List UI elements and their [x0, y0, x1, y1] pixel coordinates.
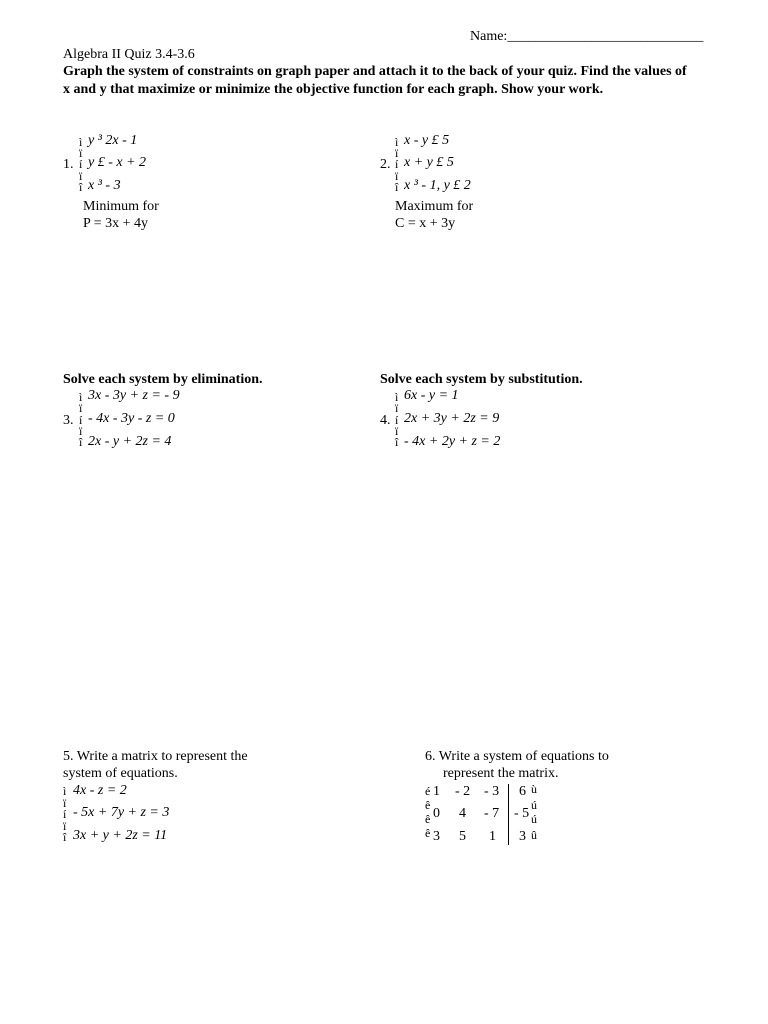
section-elimination-heading: Solve each system by elimination.	[63, 372, 263, 387]
matrix-cell: - 2	[455, 784, 471, 799]
inequality-2: x + y £ 5	[404, 155, 454, 170]
bracket-mid: ï	[79, 169, 83, 183]
matrix-cell: 1	[489, 829, 496, 844]
matrix-cell: 3	[433, 829, 440, 844]
problem-5-prompt-cont: system of equations.	[63, 766, 178, 781]
matrix-cell: 0	[433, 806, 440, 821]
inequality-1: y ³ 2x - 1	[88, 133, 138, 148]
matrix-cell: 4	[459, 806, 466, 821]
matrix-left-bracket-bottom: ê	[425, 826, 431, 840]
problem-4-number: 4.	[380, 413, 391, 428]
equation-3: - 4x + 2y + z = 2	[404, 434, 501, 449]
bracket-bottom: î	[395, 180, 399, 194]
bracket-bottom: î	[395, 435, 399, 449]
bracket-bottom: î	[79, 180, 83, 194]
equation-2: 2x + 3y + 2z = 9	[404, 411, 500, 426]
augmented-divider	[508, 784, 509, 845]
problem-6-prompt: 6. Write a system of equations to	[425, 749, 609, 764]
bracket-bottom: î	[63, 830, 67, 844]
bracket-mid: ï	[79, 146, 83, 160]
bracket-top: ì	[79, 135, 83, 149]
inequality-3: x ³ - 3	[88, 178, 121, 193]
matrix-cell: - 7	[484, 806, 500, 821]
matrix-cell: 5	[459, 829, 466, 844]
objective-function: C = x + 3y	[395, 216, 456, 231]
quiz-title: Algebra II Quiz 3.4-3.6	[63, 47, 195, 62]
matrix-right-bracket-mid: ú	[531, 798, 537, 812]
instructions: Graph the system of constraints on graph paper and attach it to the back of your quiz. Find the values of x and y that maximize or minimize the objective function for each graph. Show your work.	[63, 64, 687, 97]
bracket-mid: ï	[395, 401, 399, 415]
section-substitution-heading: Solve each system by substitution.	[380, 372, 583, 387]
matrix-right-bracket-mid: ú	[531, 812, 537, 826]
equation-2: - 5x + 7y + z = 3	[73, 805, 170, 820]
bracket-top: ì	[63, 784, 67, 798]
bracket-center: í	[395, 157, 399, 171]
problem-1-number: 1.	[63, 157, 74, 172]
equation-1: 6x - y = 1	[404, 388, 459, 403]
bracket-top: ì	[79, 390, 83, 404]
inequality-3: x ³ - 1, y £ 2	[404, 178, 471, 193]
bracket-mid: ï	[63, 796, 67, 810]
equation-2: - 4x - 3y - z = 0	[88, 411, 175, 426]
inequality-2: y £ - x + 2	[88, 155, 147, 170]
inequality-1: x - y £ 5	[404, 133, 450, 148]
bracket-mid: ï	[395, 146, 399, 160]
equation-1: 4x - z = 2	[73, 783, 127, 798]
name-field[interactable]	[470, 29, 703, 45]
equation-1: 3x - 3y + z = - 9	[88, 388, 180, 403]
name-line: ____________________________	[507, 29, 704, 44]
problem-5-prompt: 5. Write a matrix to represent the	[63, 749, 248, 764]
bracket-mid: ï	[63, 819, 67, 833]
matrix-left-bracket-mid: ê	[425, 812, 431, 826]
objective-title: Minimum for	[83, 199, 159, 214]
problem-3-number: 3.	[63, 413, 74, 428]
matrix-left-bracket-mid: ê	[425, 798, 431, 812]
bracket-mid: ï	[395, 424, 399, 438]
problem-2-number: 2.	[380, 157, 391, 172]
objective-function: P = 3x + 4y	[83, 216, 149, 231]
matrix-cell: 6	[519, 784, 526, 799]
matrix-cell: - 3	[484, 784, 500, 799]
matrix-right-bracket-top: ù	[531, 782, 537, 796]
bracket-top: ì	[395, 135, 399, 149]
matrix-right-bracket-bottom: û	[531, 828, 537, 842]
bracket-mid: ï	[395, 169, 399, 183]
bracket-center: í	[79, 157, 83, 171]
objective-title: Maximum for	[395, 199, 474, 214]
bracket-center: í	[63, 807, 67, 821]
bracket-mid: ï	[79, 401, 83, 415]
equation-3: 2x - y + 2z = 4	[88, 434, 172, 449]
bracket-bottom: î	[79, 435, 83, 449]
matrix-cell: - 5	[514, 806, 530, 821]
bracket-center: í	[79, 413, 83, 427]
matrix-cell: 3	[519, 829, 526, 844]
name-label: Name:	[470, 29, 508, 44]
problem-6-prompt-cont: represent the matrix.	[443, 766, 559, 781]
bracket-mid: ï	[79, 424, 83, 438]
matrix-cell: 1	[433, 784, 440, 799]
bracket-center: í	[395, 413, 399, 427]
bracket-top: ì	[395, 390, 399, 404]
equation-3: 3x + y + 2z = 11	[73, 828, 168, 843]
matrix-left-bracket-top: é	[425, 784, 431, 798]
